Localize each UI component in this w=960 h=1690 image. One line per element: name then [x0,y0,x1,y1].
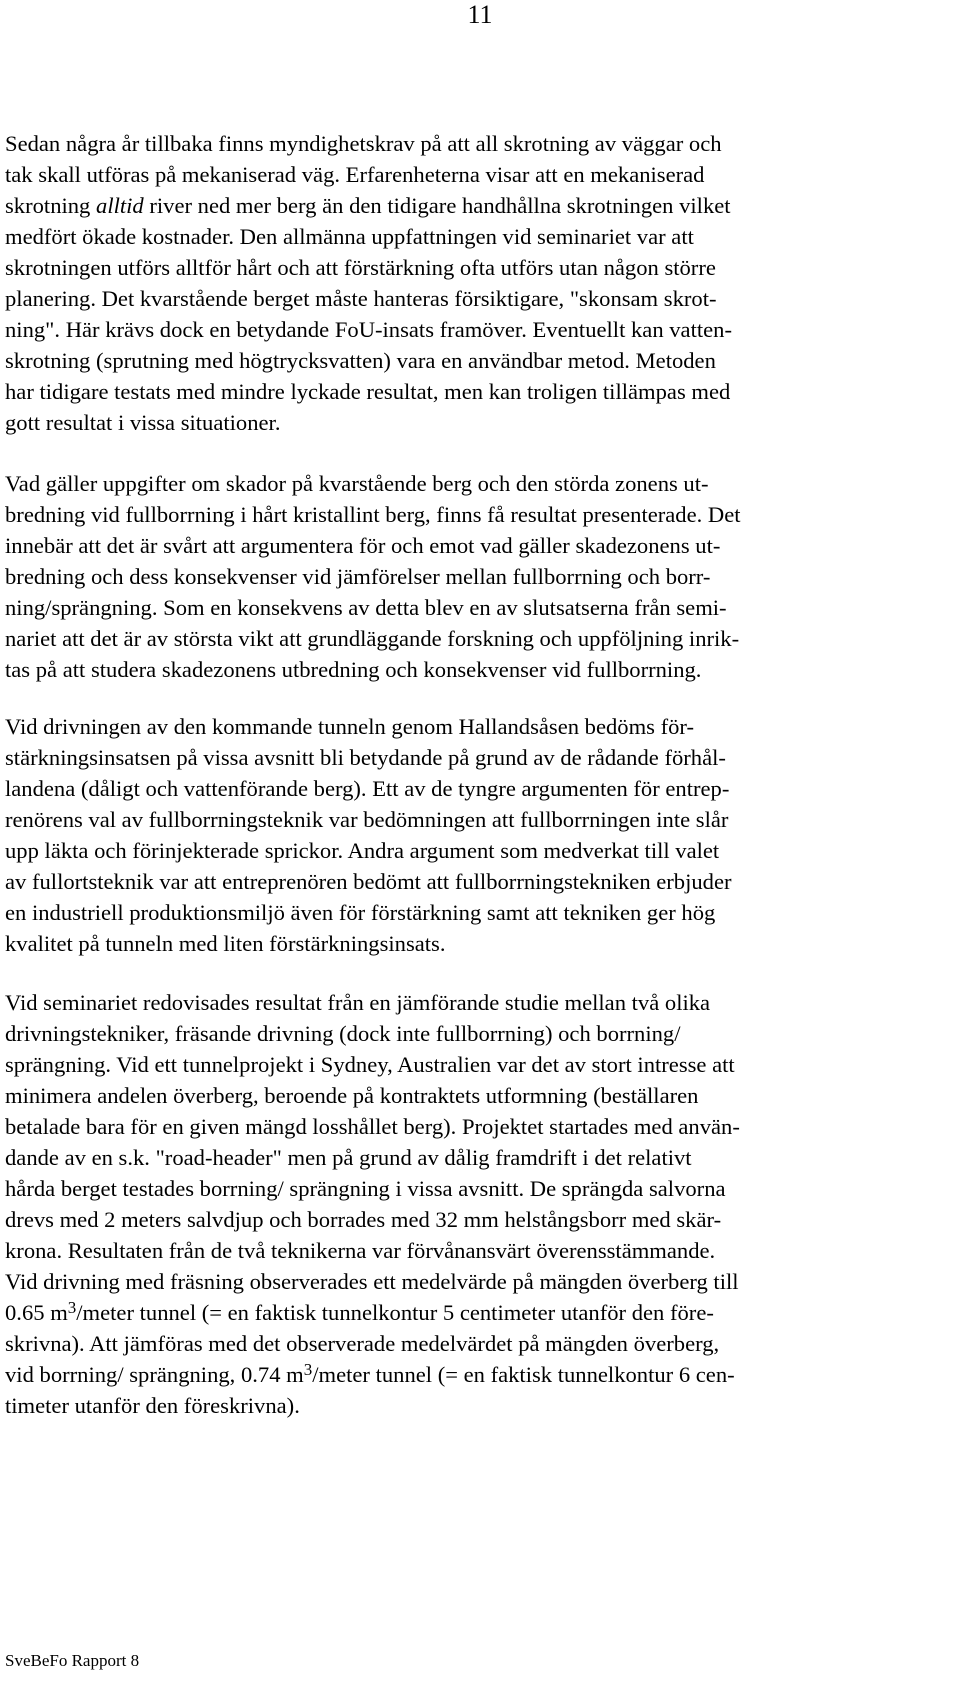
text-line [5,159,895,190]
paragraph [5,468,895,685]
text-segment: gott resultat i vissa situationer. [5,410,281,435]
text-segment: av fullortsteknik var att entreprenören bedömt att fullborrningstekniken erbjuder [5,869,732,894]
text-line [5,314,895,345]
text-line [5,623,895,654]
text-segment: Vid drivning med fräsning observerades ett medelvärde på mängden överberg till [5,1269,739,1294]
text-segment: river ned mer berg än den tidigare handhållna skrotningen vilket [143,193,731,218]
text-segment: hårda berget testades borrning/ sprängning i vissa avsnitt. De sprängda salvorna [5,1176,726,1201]
text-segment: tas på att studera skadezonens utbredning och konsekvenser vid fullborrning. [5,657,702,682]
text-line [5,987,895,1018]
text-line [5,376,895,407]
text-line [5,283,895,314]
text-line [5,1111,895,1142]
paragraph [5,128,895,438]
text-line [5,1204,895,1235]
text-line [5,1297,895,1328]
text-line [5,742,895,773]
paragraph [5,987,895,1421]
text-segment: nariet att det är av största vikt att grundläggande forskning och uppföljning inrik- [5,626,740,651]
text-segment: skrotningen utförs alltför hårt och att förstärkning ofta utförs utan någon större [5,255,716,280]
text-line [5,252,895,283]
text-segment: ning/sprängning. Som en konsekvens av detta blev en av slutsatserna från semi- [5,595,727,620]
text-line [5,1266,895,1297]
text-segment: Vid drivningen av den kommande tunneln genom Hallandsåsen bedöms för- [5,714,695,739]
text-segment: stärkningsinsatsen på vissa avsnitt bli betydande på grund av de rådande förhål- [5,745,726,770]
document-body [5,128,895,1447]
text-segment: innebär att det är svårt att argumentera för och emot vad gäller skadezonens ut- [5,533,721,558]
text-line [5,1235,895,1266]
text-line [5,1142,895,1173]
text-segment: skrotning [5,193,97,218]
text-line [5,654,895,685]
text-segment: kvalitet på tunneln med liten förstärkningsinsats. [5,931,446,956]
text-segment: Sedan några år tillbaka finns myndighetskrav på att all skrotning av väggar och [5,131,722,156]
text-line [5,711,895,742]
text-segment: timeter utanför den föreskrivna). [5,1393,300,1418]
text-segment: ning". Här krävs dock en betydande FoU-insats framöver. Eventuellt kan vatten- [5,317,732,342]
text-segment: minimera andelen överberg, beroende på kontraktets utformning (beställaren [5,1083,699,1108]
text-segment: renörens val av fullborrningsteknik var bedömningen att fullborrningen inte slår [5,807,729,832]
text-line [5,866,895,897]
text-line [5,1080,895,1111]
text-line [5,1018,895,1049]
text-line [5,1173,895,1204]
text-line [5,345,895,376]
text-segment: vid borrning/ sprängning, 0.74 m [5,1362,304,1387]
page-number: 11 [467,0,493,29]
text-segment: skrotning (sprutning med högtrycksvatten) vara en användbar metod. Metoden [5,348,716,373]
text-segment: tak skall utföras på mekaniserad väg. Erfarenheterna visar att en mekaniserad [5,162,705,187]
text-line [5,190,895,221]
text-segment: /meter tunnel (= en faktisk tunnelkontur 5 centimeter utanför den före- [76,1300,714,1325]
text-segment: betalade bara för en given mängd losshållet berg). Projektet startades med använ- [5,1114,740,1139]
text-line [5,1390,895,1421]
text-segment: 0.65 m [5,1300,68,1325]
text-segment: skrivna). Att jämföras med det observerade medelvärdet på mängden överberg, [5,1331,720,1356]
text-line [5,1328,895,1359]
text-line [5,128,895,159]
text-segment: drevs med 2 meters salvdjup och borrades med 32 mm helstångsborr med skär- [5,1207,722,1232]
text-segment: dande av en s.k. "road-header" men på grund av dålig framdrift i det relativt [5,1145,692,1170]
text-segment: upp läkta och förinjekterade sprickor. Andra argument som medverkat till valet [5,838,720,863]
text-segment: har tidigare testats med mindre lyckade resultat, men kan troligen tillämpas med [5,379,731,404]
text-segment: Vad gäller uppgifter om skador på kvarstående berg och den störda zonens ut- [5,471,709,496]
text-line [5,804,895,835]
paragraph [5,711,895,959]
text-segment: krona. Resultaten från de två teknikerna var förvånansvärt överensstämmande. [5,1238,716,1263]
text-segment: /meter tunnel (= en faktisk tunnelkontur 6 cen- [312,1362,735,1387]
emphasized-text: alltid [96,193,144,218]
text-segment: sprängning. Vid ett tunnelprojekt i Sydney, Australien var det av stort intresse att [5,1052,735,1077]
text-segment: bredning vid fullborrning i hårt kristallint berg, finns få resultat presenterade. Det [5,502,741,527]
text-line [5,773,895,804]
text-segment: Vid seminariet redovisades resultat från en jämförande studie mellan två olika [5,990,711,1015]
superscript: 3 [303,1360,313,1379]
text-line [5,468,895,499]
text-line [5,592,895,623]
text-segment: planering. Det kvarstående berget måste hanteras försiktigare, "skonsam skrot- [5,286,717,311]
text-segment: bredning och dess konsekvenser vid jämförelser mellan fullborrning och borr- [5,564,711,589]
text-line [5,221,895,252]
superscript: 3 [67,1298,77,1317]
text-line [5,1049,895,1080]
text-line [5,835,895,866]
text-line [5,897,895,928]
text-line [5,499,895,530]
text-segment: drivningstekniker, fräsande drivning (dock inte fullborrning) och borrning/ [5,1021,681,1046]
page-footer: SveBeFo Rapport 8 [5,1651,140,1670]
text-line [5,530,895,561]
text-line [5,928,895,959]
text-segment: medfört ökade kostnader. Den allmänna uppfattningen vid seminariet var att [5,224,694,249]
text-line [5,561,895,592]
text-segment: landena (dåligt och vattenförande berg). Ett av de tyngre argumenten för entrep- [5,776,730,801]
text-line [5,407,895,438]
text-line [5,1359,895,1390]
text-segment: en industriell produktionsmiljö även för förstärkning samt att tekniken ger hög [5,900,716,925]
